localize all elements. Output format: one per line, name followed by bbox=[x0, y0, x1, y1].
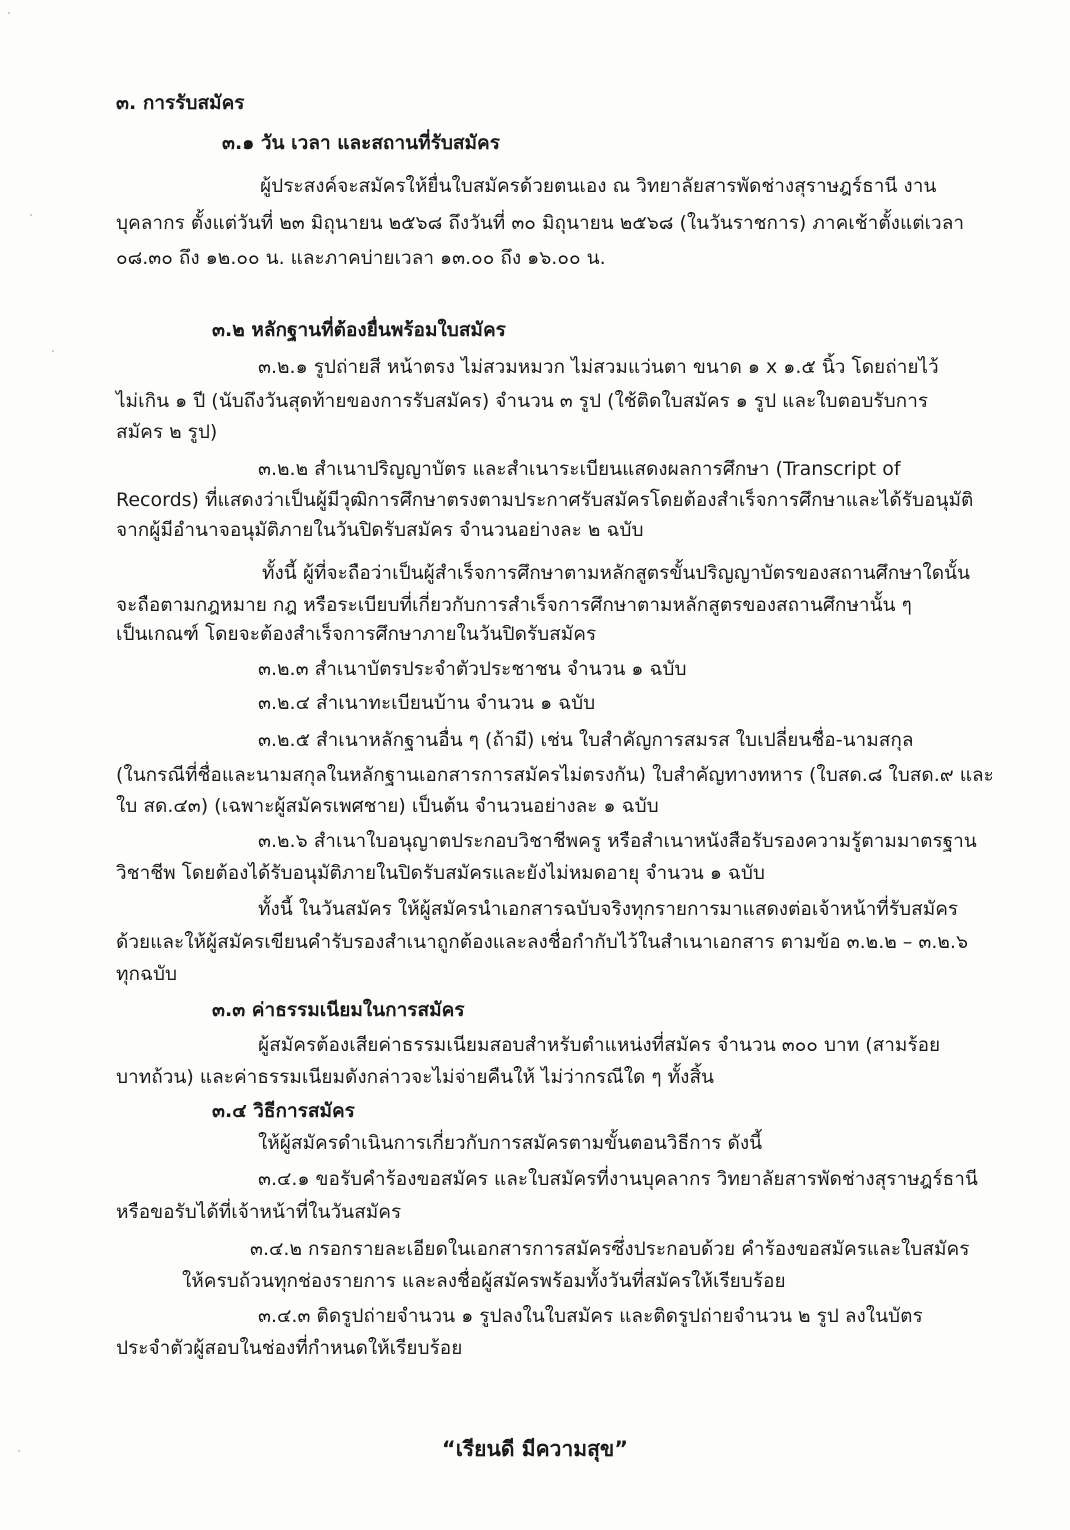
paragraph-line: ให้ครบถ้วนทุกช่องรายการ และลงชื่อผู้สมัครพร้อมทั้งวันที่สมัครให้เรียบร้อย bbox=[182, 1270, 786, 1292]
paragraph-line: (ในกรณีที่ชื่อและนามสกุลในหลักฐานเอกสารการสมัครไม่ตรงกัน) ใบสำคัญทางทหาร (ใบสด.๘ ใบสด.๙ และ bbox=[116, 764, 994, 786]
paragraph-line: ๓.๔.๓ ติดรูปถ่ายจำนวน ๑ รูปลงในใบสมัคร และติดรูปถ่ายจำนวน ๒ รูป ลงในบัตร bbox=[258, 1305, 923, 1327]
paragraph-line: ๓.๒.๔ สำเนาทะเบียนบ้าน จำนวน ๑ ฉบับ bbox=[258, 692, 596, 714]
paragraph-line: หรือขอรับได้ที่เจ้าหน้าที่ในวันสมัคร bbox=[116, 1201, 402, 1223]
paragraph-line: ๓.๔.๑ ขอรับคำร้องขอสมัคร และใบสมัครที่งานบุคลากร วิทยาลัยสารพัดช่างสุราษฎร์ธานี bbox=[258, 1168, 978, 1190]
scan-speck bbox=[8, 12, 10, 14]
footer-motto: “เรียนดี มีความสุข” bbox=[441, 1437, 629, 1461]
paragraph-line: ๐๘.๓๐ ถึง ๑๒.๐๐ น. และภาคบ่ายเวลา ๑๓.๐๐ ถึง ๑๖.๐๐ น. bbox=[116, 247, 606, 269]
paragraph-line: ๓.๒.๖ สำเนาใบอนุญาตประกอบวิชาชีพครู หรือสำเนาหนังสือรับรองความรู้ตามมาตรฐาน bbox=[258, 830, 977, 852]
paragraph-line: ไม่เกิน ๑ ปี (นับถึงวันสุดท้ายของการรับสมัคร) จำนวน ๓ รูป (ใช้ติดใบสมัคร ๑ รูป และใบตอบรับการ bbox=[116, 390, 929, 412]
paragraph-line: ๓.๔.๒ กรอกรายละเอียดในเอกสารการสมัครซึ่งประกอบด้วย คำร้องขอสมัครและใบสมัคร bbox=[250, 1238, 970, 1260]
paragraph-line: ประจำตัวผู้สอบในช่องที่กำหนดให้เรียบร้อย bbox=[116, 1337, 463, 1359]
paragraph-line: ทั้งนี้ ในวันสมัคร ให้ผู้สมัครนำเอกสารฉบับจริงทุกรายการมาแสดงต่อเจ้าหน้าที่รับสมัคร bbox=[258, 898, 959, 920]
paragraph-line: ทั้งนี้ ผู้ที่จะถือว่าเป็นผู้สำเร็จการศึกษาตามหลักสูตรขั้นปริญญาบัตรของสถานศึกษาใดนั้น bbox=[262, 562, 971, 584]
paragraph-line: ๓.๒.๓ สำเนาบัตรประจำตัวประชาชน จำนวน ๑ ฉบับ bbox=[258, 658, 687, 680]
paragraph-line: สมัคร ๒ รูป) bbox=[116, 421, 218, 443]
subsection-heading: ๓.๓ ค่าธรรมเนียมในการสมัคร bbox=[212, 999, 465, 1021]
paragraph-line: ผู้สมัครต้องเสียค่าธรรมเนียมสอบสำหรับตำแหน่งที่สมัคร จำนวน ๓๐๐ บาท (สามร้อย bbox=[258, 1034, 941, 1056]
paragraph-line: จากผู้มีอำนาจอนุมัติภายในวันปิดรับสมัคร จำนวนอย่างละ ๒ ฉบับ bbox=[116, 519, 644, 541]
paragraph-line: ๓.๒.๕ สำเนาหลักฐานอื่น ๆ (ถ้ามี) เช่น ใบสำคัญการสมรส ใบเปลี่ยนชื่อ-นามสกุล bbox=[258, 729, 914, 751]
paragraph-line: บุคลากร ตั้งแต่วันที่ ๒๓ มิถุนายน ๒๕๖๘ ถึงวันที่ ๓๐ มิถุนายน ๒๕๖๘ (ในวันราชการ) ภาคเช้าตั้งแต่เวลา bbox=[116, 212, 965, 234]
scan-speck bbox=[52, 350, 54, 352]
paragraph-line: ให้ผู้สมัครดำเนินการเกี่ยวกับการสมัครตามขั้นตอนวิธีการ ดังนี้ bbox=[258, 1132, 763, 1154]
paragraph-line: ใบ สด.๔๓) (เฉพาะผู้สมัครเพศชาย) เป็นต้น จำนวนอย่างละ ๑ ฉบับ bbox=[116, 795, 659, 817]
paragraph-line: ๓.๒.๒ สำเนาปริญญาบัตร และสำเนาระเบียนแสดงผลการศึกษา (Transcript of bbox=[258, 458, 901, 480]
paragraph-line: ผู้ประสงค์จะสมัครให้ยื่นใบสมัครด้วยตนเอง ณ วิทยาลัยสารพัดช่างสุราษฎร์ธานี งาน bbox=[260, 175, 937, 197]
subsection-heading: ๓.๔ วิธีการสมัคร bbox=[212, 1100, 355, 1122]
paragraph-line: Records) ที่แสดงว่าเป็นผู้มีวุฒิการศึกษาตรงตามประกาศรับสมัครโดยต้องสำเร็จการศึกษาและได้รับอนุมัติ bbox=[116, 489, 974, 511]
paragraph-line: วิชาชีพ โดยต้องได้รับอนุมัติภายในปิดรับสมัครและยังไม่หมดอายุ จำนวน ๑ ฉบับ bbox=[116, 862, 765, 884]
paragraph-line: ๓.๒.๑ รูปถ่ายสี หน้าตรง ไม่สวมหมวก ไม่สวมแว่นตา ขนาด ๑ x ๑.๕ นิ้ว โดยถ่ายไว้ bbox=[258, 356, 939, 378]
paragraph-line: ด้วยและให้ผู้สมัครเขียนคำรับรองสำเนาถูกต้องและลงชื่อกำกับไว้ในสำเนาเอกสาร ตามข้อ ๓.๒.๒ – ๓.๒.๖ bbox=[116, 931, 969, 953]
paragraph-line: บาทถ้วน) และค่าธรรมเนียมดังกล่าวจะไม่จ่ายคืนให้ ไม่ว่ากรณีใด ๆ ทั้งสิ้น bbox=[116, 1066, 715, 1088]
subsection-heading: ๓.๑ วัน เวลา และสถานที่รับสมัคร bbox=[222, 132, 500, 154]
paragraph-line: ทุกฉบับ bbox=[116, 963, 178, 985]
section-heading: ๓. การรับสมัคร bbox=[116, 92, 245, 114]
paragraph-line: เป็นเกณฑ์ โดยจะต้องสำเร็จการศึกษาภายในวันปิดรับสมัคร bbox=[116, 623, 597, 645]
scan-speck bbox=[30, 214, 32, 216]
paragraph-line: จะถือตามกฎหมาย กฎ หรือระเบียบที่เกี่ยวกับการสำเร็จการศึกษาตามหลักสูตรของสถานศึกษานั้น ๆ bbox=[116, 594, 912, 616]
subsection-heading: ๓.๒ หลักฐานที่ต้องยื่นพร้อมใบสมัคร bbox=[212, 319, 506, 341]
